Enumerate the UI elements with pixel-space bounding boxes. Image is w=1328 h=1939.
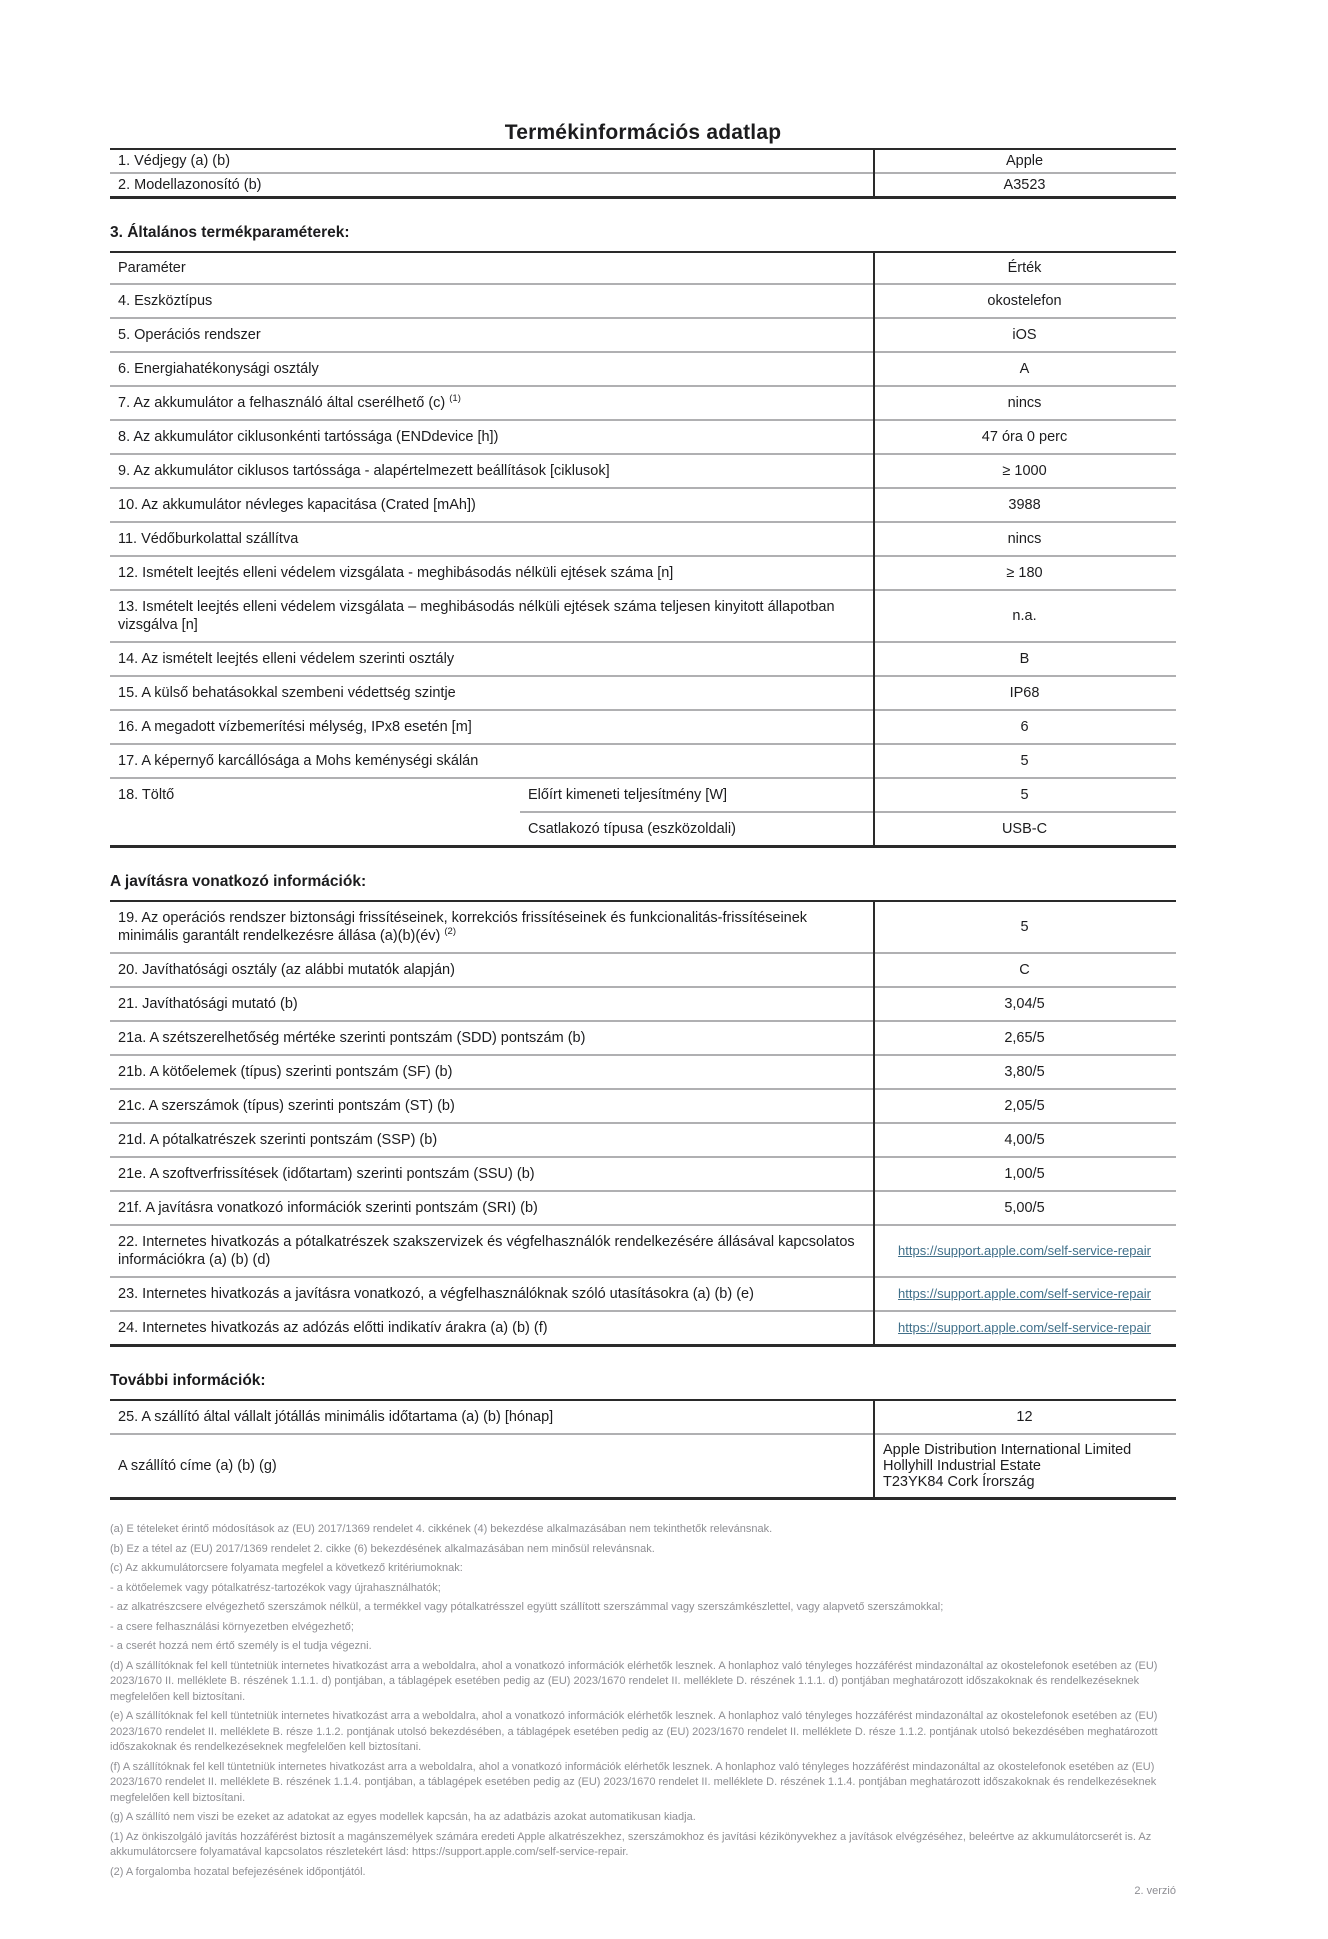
section-heading-general: 3. Általános termékparaméterek: bbox=[110, 224, 350, 241]
section-heading-repair: A javításra vonatkozó információk: bbox=[110, 873, 367, 890]
table-row bbox=[110, 953, 1176, 987]
param-label: A szállító címe (a) (b) (g) bbox=[110, 1434, 874, 1499]
table-row bbox=[110, 987, 1176, 1021]
table-row bbox=[110, 318, 1176, 352]
param-value: A3523 bbox=[874, 173, 1176, 198]
table-row bbox=[110, 1277, 1176, 1311]
param-value: ≥ 180 bbox=[874, 556, 1176, 590]
param-label: 6. Energiahatékonysági osztály bbox=[110, 352, 874, 386]
param-value: 5 bbox=[874, 744, 1176, 778]
param-label: 4. Eszköztípus bbox=[110, 284, 874, 318]
footnote-marker: (2) bbox=[444, 926, 456, 938]
table-row bbox=[110, 420, 1176, 454]
table-row bbox=[110, 522, 1176, 556]
param-value: USB-C bbox=[874, 812, 1176, 847]
footnotes bbox=[110, 1522, 1176, 1880]
footnote-marker: (1) bbox=[449, 393, 461, 405]
general-parameters-table bbox=[110, 251, 1176, 848]
param-column-header: Paraméter bbox=[118, 260, 186, 276]
table-row bbox=[110, 778, 1176, 812]
table-row bbox=[110, 1089, 1176, 1123]
param-value: nincs bbox=[874, 386, 1176, 420]
version-label: 2. verzió bbox=[1134, 1885, 1176, 1897]
table-row bbox=[110, 642, 1176, 676]
param-value: 3,80/5 bbox=[874, 1055, 1176, 1089]
param-label: 1. Védjegy (a) (b) bbox=[118, 153, 231, 169]
param-label: 15. A külső behatásokkal szembeni védettség szintje bbox=[110, 676, 874, 710]
param-label: 25. A szállító által vállalt jótállás minimális időtartama (a) (b) [hónap] bbox=[118, 1409, 554, 1425]
param-label: 11. Védőburkolattal szállítva bbox=[110, 522, 874, 556]
page-title: Termékinformációs adatlap bbox=[504, 121, 782, 144]
footnote: (e) A szállítóknak fel kell tüntetniük internetes hivatkozást arra a weboldalra, ahol a vonatkozó információk elérhetők lesznek. A honlaphoz való tényleges hozzáférést mindazonáltal az okostelefonok esetében az (EU) 2023/1670 rendelet II. melléklete B. része 1.1.2. pontjának utolsó bekezdésében, a táblagépek esetében pedig az (EU) 2023/1670 rendelet II. melléklete D. része 1.1.2. pontjának utolsó bekezdésében meghatározott időszakoknak és rendelkezéseknek megfelelően kell biztosítani. bbox=[110, 1710, 1158, 1753]
param-value: nincs bbox=[874, 522, 1176, 556]
param-value: Apple bbox=[874, 149, 1176, 173]
param-value: 3,04/5 bbox=[874, 987, 1176, 1021]
param-value: 3988 bbox=[874, 488, 1176, 522]
param-value: IP68 bbox=[874, 676, 1176, 710]
table-row bbox=[110, 710, 1176, 744]
footnote: (b) Ez a tétel az (EU) 2017/1369 rendelet 2. cikke (6) bekezdésének alkalmazásában nem minősül relevánsnak. bbox=[110, 1542, 655, 1555]
param-label: 5. Operációs rendszer bbox=[110, 318, 874, 352]
table-row bbox=[110, 1434, 1176, 1499]
param-value: n.a. bbox=[874, 590, 1176, 642]
footnote: - az alkatrészcsere elvégezhető szerszámok nélkül, a termékkel vagy pótalkatrésszel együtt szállított szerszámmal vagy szerszámkészlettel, vagy alapvető szerszámokkal; bbox=[110, 1601, 944, 1613]
param-value bbox=[874, 1434, 1176, 1499]
param-value: iOS bbox=[874, 318, 1176, 352]
param-value: 2,65/5 bbox=[874, 1021, 1176, 1055]
table-row bbox=[110, 284, 1176, 318]
param-label: 10. Az akkumulátor névleges kapacitása (Crated [mAh]) bbox=[110, 488, 874, 522]
sub-param-label: Előírt kimeneti teljesítmény [W] bbox=[520, 778, 874, 812]
table-row bbox=[110, 386, 1176, 420]
sub-param-label: Csatlakozó típusa (eszközoldali) bbox=[520, 812, 874, 847]
table-row bbox=[110, 676, 1176, 710]
param-label: 14. Az ismételt leejtés elleni védelem szerinti osztály bbox=[110, 642, 874, 676]
param-value: 4,00/5 bbox=[874, 1123, 1176, 1157]
param-value: 6 bbox=[874, 710, 1176, 744]
param-value: 47 óra 0 perc bbox=[874, 420, 1176, 454]
table-row bbox=[110, 149, 1176, 173]
address-line: Hollyhill Industrial Estate bbox=[883, 1458, 1041, 1474]
table-header-row bbox=[110, 252, 1176, 284]
table-row bbox=[110, 590, 1176, 642]
param-value: 2,05/5 bbox=[874, 1089, 1176, 1123]
table-row bbox=[110, 1021, 1176, 1055]
footnote: (1) Az önkiszolgáló javítás hozzáférést biztosít a magánszemélyek számára eredeti Apple alkatrészekhez, szerszámokhoz és javítási kézikönyvekhez a javítások elvégzéséhez, beleértve az akkumulátorcserét is. Az akkumulátorcsere folyamatával kapcsolatos részletekért lásd: https://support.apple.com/self-service-repair. bbox=[110, 1830, 1152, 1858]
table-row bbox=[110, 1123, 1176, 1157]
param-value: A bbox=[874, 352, 1176, 386]
param-label: 23. Internetes hivatkozás a javításra vonatkozó, a végfelhasználóknak szóló utasításokra (a) (b) (e) bbox=[110, 1277, 874, 1311]
param-label: 21a. A szétszerelhetőség mértéke szerinti pontszám (SDD) pontszám (b) bbox=[110, 1021, 874, 1055]
table-row bbox=[110, 1055, 1176, 1089]
param-value: 1,00/5 bbox=[874, 1157, 1176, 1191]
footnote: (d) A szállítóknak fel kell tüntetniük internetes hivatkozást arra a weboldalra, ahol a vonatkozó információk elérhetők lesznek. A honlaphoz való tényleges hozzáférést mindazonáltal az okostelefonok esetében az (EU) 2023/1670 II. melléklete B. részének 1.1.1. d) pontjában, a táblagépek esetében pedig az (EU) 2023/1670 rendelet II. melléklete D. részének 1.1.1. d) pontjában meghatározott időszakoknak és rendelkezéseknek megfelelően kell biztosítani. bbox=[110, 1659, 1158, 1703]
param-value: C bbox=[874, 953, 1176, 987]
footnote: - a csere felhasználási környezetben elvégezhető; bbox=[110, 1620, 354, 1633]
param-value: B bbox=[874, 642, 1176, 676]
param-value: 12 bbox=[874, 1400, 1176, 1434]
footnote: (g) A szállító nem viszi be ezeket az adatokat az egyes modellek kapcsán, ha az adatbázis azokat automatikusan kiadja. bbox=[110, 1811, 696, 1823]
param-label: 22. Internetes hivatkozás a pótalkatrészek szakszervizek és végfelhasználók rendelkezésére állásával kapcsolatos információkra (a) (b) (d) bbox=[110, 1225, 874, 1277]
param-value: okostelefon bbox=[874, 284, 1176, 318]
param-label: 7. Az akkumulátor a felhasználó által cserélhető (c) $^{(1)}$ bbox=[110, 386, 874, 420]
footnote: (2) A forgalomba hozatal befejezésének időpontjától. bbox=[110, 1865, 366, 1878]
table-row bbox=[110, 1191, 1176, 1225]
param-label: 21b. A kötőelemek (típus) szerinti pontszám (SF) (b) bbox=[110, 1055, 874, 1089]
table-row bbox=[110, 1400, 1176, 1434]
footnote: (a) E tételeket érintő módosítások az (EU) 2017/1369 rendelet 4. cikkének (4) bekezdése alkalmazásában nem tekinthetők relevánsnak. bbox=[110, 1523, 773, 1535]
table-row bbox=[110, 173, 1176, 198]
param-label: 21. Javíthatósági mutató (b) bbox=[110, 987, 874, 1021]
param-label: 21d. A pótalkatrészek szerinti pontszám (SSP) (b) bbox=[110, 1123, 874, 1157]
footnote: - a kötőelemek vagy pótalkatrész-tartozékok vagy újrahasználhatók; bbox=[110, 1581, 441, 1594]
param-label: 21e. A szoftverfrissítések (időtartam) szerinti pontszám (SSU) (b) bbox=[110, 1157, 874, 1191]
param-value bbox=[874, 1277, 1176, 1311]
table-row bbox=[110, 1225, 1176, 1277]
param-label: 24. Internetes hivatkozás az adózás előtti indikatív árakra (a) (b) (f) bbox=[110, 1311, 874, 1346]
param-label: 12. Ismételt leejtés elleni védelem vizsgálata - meghibásodás nélküli ejtések száma [n] bbox=[110, 556, 874, 590]
footnote: (c) Az akkumulátorcsere folyamata megfelel a következő kritériumoknak: bbox=[110, 1562, 463, 1574]
param-label: 20. Javíthatósági osztály (az alábbi mutatók alapján) bbox=[110, 953, 874, 987]
additional-information-table bbox=[110, 1399, 1176, 1500]
param-label: 2. Modellazonosító (b) bbox=[110, 173, 874, 198]
param-label: 19. Az operációs rendszer biztonsági frissítéseinek, korrekciós frissítéseinek és funkcionalitás-frissítéseinek minimális garantált rendelkezésre állása (a)(b)(év) $^{(2)}$ bbox=[118, 910, 808, 944]
param-value: ≥ 1000 bbox=[874, 454, 1176, 488]
table-row bbox=[110, 1157, 1176, 1191]
table-row bbox=[110, 901, 1176, 953]
table-row bbox=[110, 488, 1176, 522]
section-heading-additional: További információk: bbox=[110, 1372, 266, 1389]
address-line: T23YK84 Cork Írország bbox=[883, 1474, 1035, 1490]
param-label: 18. Töltő bbox=[110, 778, 520, 847]
param-label: 17. A képernyő karcállósága a Mohs keménységi skálán bbox=[110, 744, 874, 778]
table-row bbox=[110, 454, 1176, 488]
table-row bbox=[110, 352, 1176, 386]
value-column-header: Érték bbox=[874, 252, 1176, 284]
brand-model-table bbox=[110, 148, 1176, 199]
param-value: 5 bbox=[874, 778, 1176, 812]
address-line: Apple Distribution International Limited bbox=[883, 1442, 1132, 1458]
param-value: 5 bbox=[874, 901, 1176, 953]
footnote: - a cserét hozzá nem értő személy is el tudja végezni. bbox=[110, 1640, 372, 1652]
value-link[interactable]: https://support.apple.com/self-service-repair bbox=[898, 1320, 1151, 1335]
param-label: 16. A megadott vízbemerítési mélység, IPx8 esetén [m] bbox=[110, 710, 874, 744]
param-label: 13. Ismételt leejtés elleni védelem vizsgálata – meghibásodás nélküli ejtések száma teljesen kinyitott állapotban vizsgálva [n] bbox=[110, 590, 874, 642]
table-row bbox=[110, 744, 1176, 778]
param-label: 21f. A javításra vonatkozó információk szerinti pontszám (SRI) (b) bbox=[110, 1191, 874, 1225]
table-row bbox=[110, 1311, 1176, 1346]
value-link[interactable]: https://support.apple.com/self-service-repair bbox=[898, 1243, 1151, 1258]
param-label: 8. Az akkumulátor ciklusonkénti tartóssága (ENDdevice [h]) bbox=[110, 420, 874, 454]
table-row bbox=[110, 556, 1176, 590]
param-label: 9. Az akkumulátor ciklusos tartóssága - alapértelmezett beállítások [ciklusok] bbox=[110, 454, 874, 488]
param-value: 5,00/5 bbox=[874, 1191, 1176, 1225]
footnote: (f) A szállítóknak fel kell tüntetniük internetes hivatkozást arra a weboldalra, ahol a vonatkozó információk elérhetők lesznek. A honlaphoz való tényleges hozzáférést mindazonáltal az okostelefonok esetében az (EU) 2023/1670 rendelet II. melléklete B. részének 1.1.4. pontjában, a táblagépek esetében pedig az (EU) 2023/1670 rendelet II. melléklete D. részének 1.1.4. pontjában meghatározott időszakoknak és rendelkezéseknek megfelelően kell biztosítani. bbox=[110, 1760, 1157, 1804]
param-label: 21c. A szerszámok (típus) szerinti pontszám (ST) (b) bbox=[110, 1089, 874, 1123]
repair-information-table bbox=[110, 900, 1176, 1347]
param-value bbox=[874, 1311, 1176, 1346]
param-value bbox=[874, 1225, 1176, 1277]
value-link[interactable]: https://support.apple.com/self-service-repair bbox=[898, 1286, 1151, 1301]
